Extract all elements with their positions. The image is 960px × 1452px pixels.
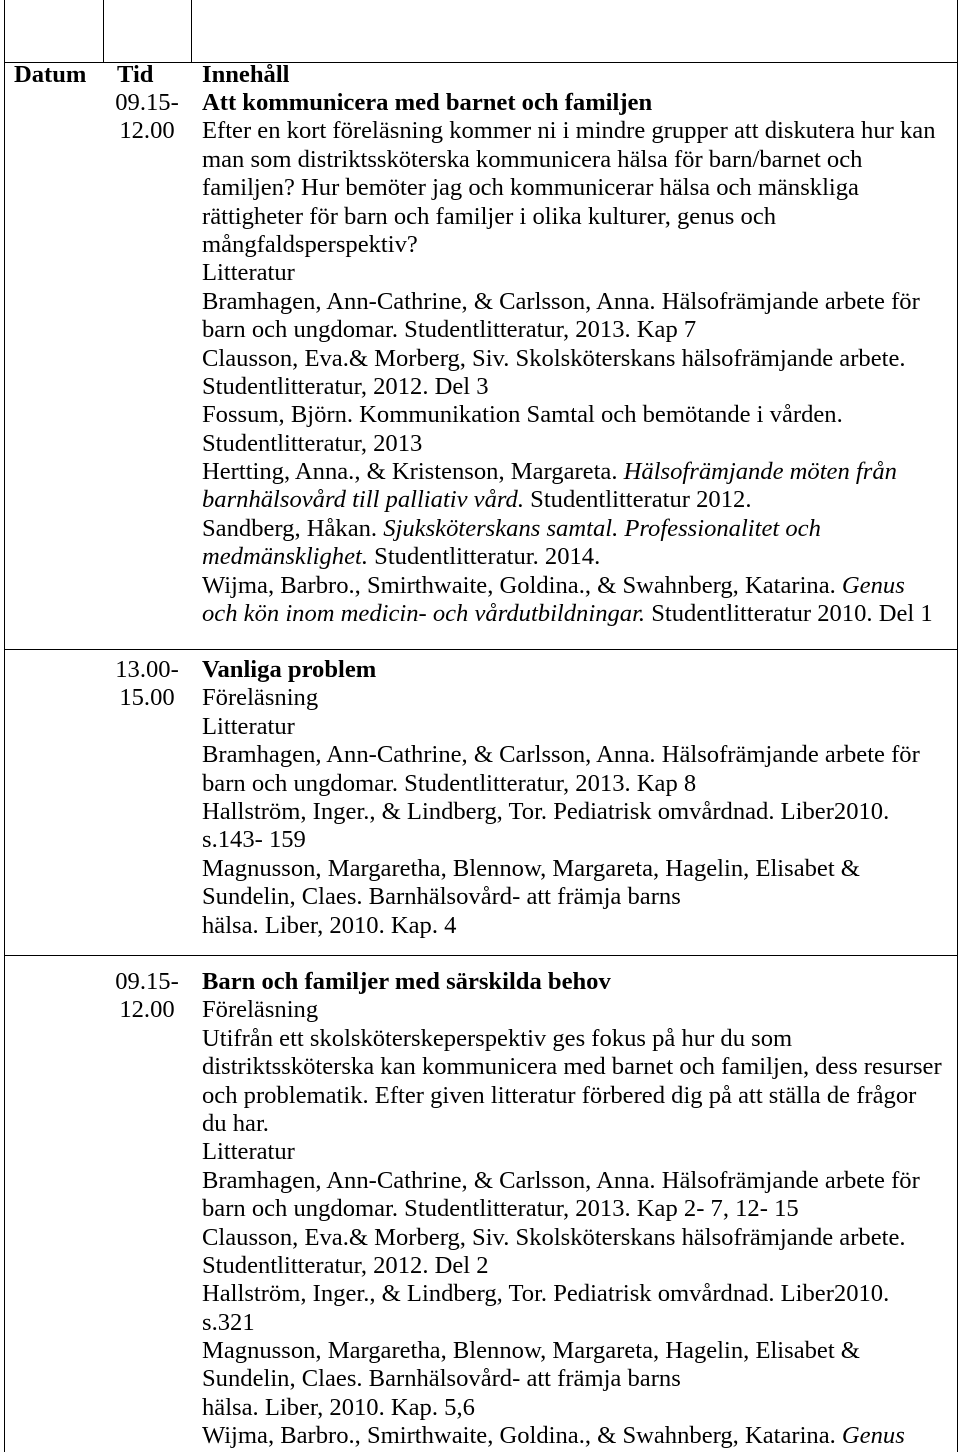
top-row-cell-content [192, 0, 957, 62]
reference-item [202, 458, 952, 515]
reference-title: Genus [841, 1422, 905, 1450]
literature-label: Litteratur [202, 259, 295, 287]
reference-line [202, 572, 952, 600]
time-start: 09.15- [115, 89, 179, 116]
reference-title: barnhälsovård till palliativ vård. [202, 486, 524, 514]
reference-line: Fossum, Björn. Kommunikation Samtal och bemötande i vården. [202, 401, 843, 429]
reference-line: Clausson, Eva.& Morberg, Siv. Skolsköterskans hälsofrämjande arbete. [202, 1223, 906, 1251]
reference-title: Sjuksköterskans samtal. Professionalitet och [383, 514, 821, 542]
table-rule-row-1 [4, 649, 958, 650]
reference-line: Magnusson, Margaretha, Blennow, Margareta, Hagelin, Elisabet & [202, 854, 860, 882]
top-row-divider-2 [191, 0, 192, 62]
header-time: Tid [117, 61, 154, 88]
reference-publisher: Studentlitteratur 2010. Del 1 [651, 600, 933, 628]
reference-line: Clausson, Eva.& Morberg, Siv. Skolsköterskans hälsofrämjande arbete. [202, 344, 906, 372]
reference-line: Sundelin, Claes. Barnhälsovård- att främja barns [202, 1365, 681, 1393]
reference-item [202, 1167, 952, 1224]
table-border-right [957, 0, 958, 1452]
time-cell [103, 968, 191, 1025]
reference-line [202, 543, 952, 571]
reference-line: barn och ungdomar. Studentlitteratur, 2013. Kap 8 [202, 769, 697, 797]
reference-authors: Hertting, Anna., & Kristenson, Margareta. [202, 458, 618, 486]
reference-line [202, 458, 952, 486]
reference-line: Bramhagen, Ann-Cathrine, & Carlsson, Anna. Hälsofrämjande arbete för [202, 1166, 920, 1194]
content-cell [202, 968, 952, 1451]
session-format: Föreläsning [202, 996, 319, 1024]
reference-item [202, 1280, 952, 1337]
reference-item [202, 1224, 952, 1281]
description-line: och problematik. Efter given litteratur förbered dig på att ställa de frågor [202, 1081, 917, 1109]
reference-item [202, 1422, 952, 1450]
reference-line: Bramhagen, Ann-Cathrine, & Carlsson, Anna. Hälsofrämjande arbete för [202, 287, 920, 315]
header-date: Datum [14, 61, 87, 88]
top-row-cell-time [104, 0, 191, 62]
reference-line: barn och ungdomar. Studentlitteratur, 2013. Kap 7 [202, 316, 697, 344]
reference-line: s.321 [202, 1308, 255, 1336]
time-start: 13.00- [115, 656, 179, 683]
session-description [202, 117, 952, 259]
top-row-cell-date [5, 0, 103, 62]
content-cell [202, 656, 952, 940]
reference-item [202, 288, 952, 345]
reference-list [202, 288, 952, 629]
reference-publisher: Studentlitteratur 2012. [530, 486, 752, 514]
session-title: Att kommunicera med barnet och familjen [202, 89, 653, 116]
time-cell [103, 656, 191, 713]
time-end: 12.00 [119, 996, 175, 1024]
reference-line: barn och ungdomar. Studentlitteratur, 2013. Kap 2- 7, 12- 15 [202, 1195, 799, 1223]
description-line: rättigheter för barn och familjer i olika kulturer, genus och [202, 202, 777, 230]
header-content: Innehåll [202, 61, 290, 88]
description-line: distriktssköterska kan kommunicera med barnet och familjen, dess resurser [202, 1053, 942, 1081]
time-cell [103, 89, 191, 146]
session-description [202, 1025, 952, 1139]
table-rule-row-2 [4, 955, 958, 956]
reference-publisher: Studentlitteratur. 2014. [374, 543, 601, 571]
description-line: familjen? Hur bemöter jag och kommunicerar hälsa och mänskliga [202, 174, 859, 202]
session-title: Vanliga problem [202, 656, 377, 683]
reference-list [202, 1167, 952, 1451]
reference-line: Sundelin, Claes. Barnhälsovård- att främja barns [202, 883, 681, 911]
reference-line: s.143- 159 [202, 826, 306, 854]
reference-item [202, 572, 952, 629]
top-row-divider-1 [103, 0, 104, 62]
reference-line: hälsa. Liber, 2010. Kap. 5,6 [202, 1393, 475, 1421]
session-title: Barn och familjer med särskilda behov [202, 968, 611, 995]
reference-item [202, 855, 952, 940]
time-start: 09.15- [115, 968, 179, 995]
reference-line: Magnusson, Margaretha, Blennow, Margareta, Hagelin, Elisabet & [202, 1337, 860, 1365]
reference-list [202, 741, 952, 940]
description-line: du har. [202, 1109, 269, 1137]
reference-line [202, 600, 952, 628]
reference-line: Bramhagen, Ann-Cathrine, & Carlsson, Anna. Hälsofrämjande arbete för [202, 741, 920, 769]
reference-authors: Wijma, Barbro., Smirthwaite, Goldina., & Swahnberg, Katarina. [202, 571, 836, 599]
reference-line [202, 1422, 952, 1450]
reference-authors: Wijma, Barbro., Smirthwaite, Goldina., & Swahnberg, Katarina. [202, 1422, 836, 1450]
reference-item [202, 741, 952, 798]
reference-item [202, 515, 952, 572]
reference-item [202, 345, 952, 402]
literature-label: Litteratur [202, 1138, 295, 1166]
reference-line: Studentlitteratur, 2013 [202, 429, 423, 457]
reference-title: och kön inom medicin- och vårdutbildningar. [202, 600, 646, 628]
description-line: man som distriktssköterska kommunicera hälsa för barn/barnet och [202, 145, 863, 173]
reference-line: Studentlitteratur, 2012. Del 3 [202, 372, 489, 400]
description-line: Efter en kort föreläsning kommer ni i mindre grupper att diskutera hur kan [202, 117, 936, 145]
description-line: mångfaldsperspektiv? [202, 230, 418, 258]
time-end: 15.00 [119, 684, 175, 712]
reference-line [202, 515, 952, 543]
reference-line [202, 486, 952, 514]
reference-item [202, 798, 952, 855]
table-border-left [4, 0, 5, 1452]
reference-title: medmänsklighet. [202, 543, 368, 571]
reference-line: Hallström, Inger., & Lindberg, Tor. Pediatrisk omvårdnad. Liber2010. [202, 797, 890, 825]
reference-title: Genus [841, 571, 905, 599]
description-line: Utifrån ett skolsköterskeperspektiv ges fokus på hur du som [202, 1024, 793, 1052]
literature-label: Litteratur [202, 712, 295, 740]
reference-authors: Sandberg, Håkan. [202, 514, 378, 542]
time-end: 12.00 [119, 117, 175, 145]
reference-line: hälsa. Liber, 2010. Kap. 4 [202, 911, 457, 939]
reference-line: Hallström, Inger., & Lindberg, Tor. Pediatrisk omvårdnad. Liber2010. [202, 1280, 890, 1308]
reference-item [202, 401, 952, 458]
session-format: Föreläsning [202, 684, 319, 712]
content-cell [202, 89, 952, 628]
reference-line: Studentlitteratur, 2012. Del 2 [202, 1251, 489, 1279]
reference-item [202, 1337, 952, 1422]
reference-title: Hälsofrämjande möten från [623, 458, 897, 486]
